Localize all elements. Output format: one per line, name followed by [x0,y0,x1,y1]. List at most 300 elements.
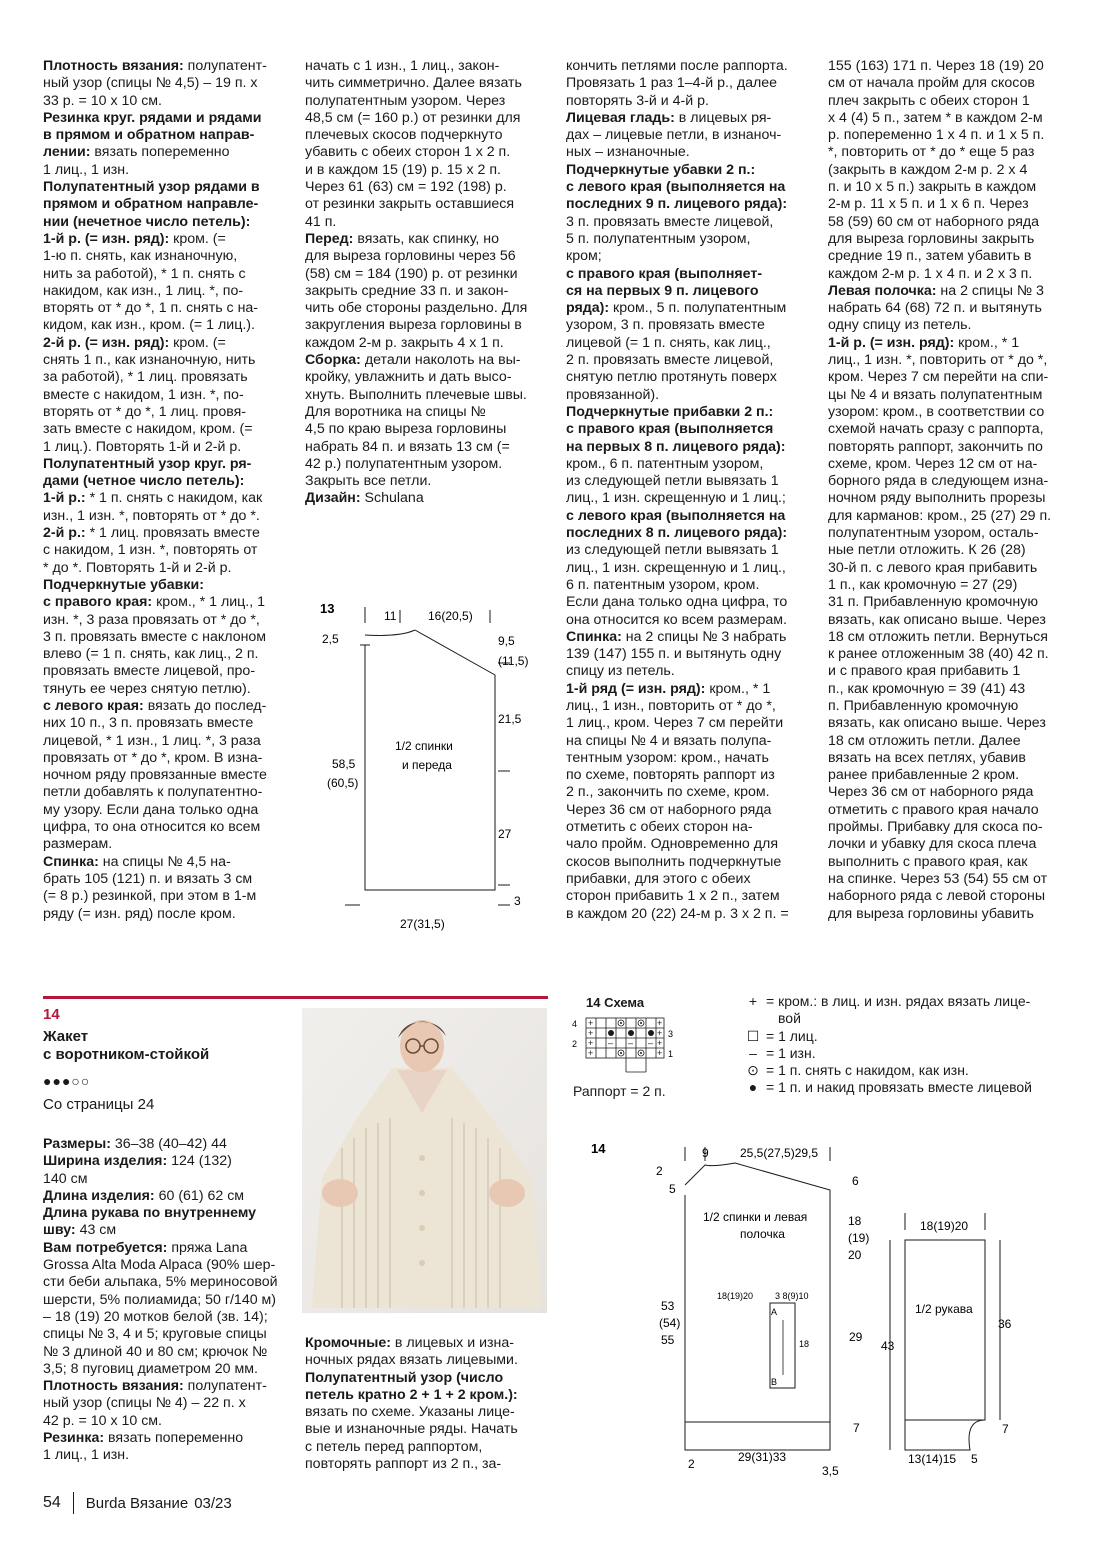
text-line [828,404,1051,421]
body-text: выполнить с правого края, как [828,853,1028,870]
body-text: Если дана только одна цифра, то [566,594,788,611]
body-text: закрыть средние 33 п. и закон- [305,282,509,299]
text-line [305,1387,518,1404]
legend-item [740,993,1032,1028]
text-line [43,300,267,317]
text-line [828,836,1051,853]
difficulty-dot-filled: ● [43,1073,53,1089]
body-text: 1 лиц., кром. Через 7 см перейти [566,715,784,732]
difficulty-dot-filled: ● [61,1073,72,1089]
text-line [43,283,267,300]
legend-text-cont: вой [778,1010,801,1027]
legend-item [740,1079,1032,1096]
from-page: Со страницы 24 [43,1096,155,1113]
body-text: на 2 спицы № 3 [936,282,1044,299]
schema-title: 14 Схема [586,995,645,1010]
text-line [43,1222,278,1239]
body-text: для выреза горловины закрыть [828,230,1035,247]
text-line [566,715,789,732]
text-line [828,542,1051,559]
bold-text: Полупатентный узор круг. ря- [43,455,252,472]
bold-text: с правого края (выполняет- [566,265,763,282]
body-text: провязанной). [566,386,660,403]
pattern-diagram-13 [300,595,540,945]
diagram14-pocket-18: 18 [799,1339,810,1349]
text-line [828,214,1051,231]
text-line [43,750,267,767]
text-line [305,421,527,438]
body-text: 33 р. = 10 х 10 см. [43,92,162,109]
text-line [43,110,267,127]
bold-text: 1-й р.: [43,490,86,507]
body-text: для выреза горловины через 56 [305,248,516,265]
diagram14-A: A [771,1307,778,1317]
sleeve-7: 7 [1002,1422,1009,1436]
bold-text: ряда): [566,300,610,317]
difficulty-rating [43,1073,90,1089]
text-line [566,335,789,352]
text-line [43,317,267,334]
body-text: 42 р. = 10 х 10 см. [43,1412,162,1429]
text-line [43,1395,278,1412]
text-line [43,698,267,715]
body-text: 41 п. [305,213,337,230]
body-text: на 2 спицы № 3 набрать [621,628,787,645]
svg-text:–: – [648,1038,654,1048]
body-text: наборного ряда с левой стороны [828,888,1046,905]
body-text: ночном ряду выполнить прорезы [828,490,1046,507]
text-line [305,231,527,248]
body-text: лиц., 1 изн. скрещенную и 1 лиц.; [566,490,786,507]
text-line [305,93,527,110]
body-text: 36–38 (40–42) 44 [110,1136,227,1152]
text-line [566,646,789,663]
text-line [566,560,789,577]
diagram13-right-a: 9,5 [498,634,515,648]
bold-text: Длина изделия: [43,1187,155,1204]
body-text: тянуть ее через снятую петлю). [43,680,251,697]
text-line [43,1361,278,1378]
body-text: 6 п. патентным узором, кром. [566,576,760,593]
column-4 [828,58,1051,923]
text-line [566,93,789,110]
text-line [828,560,1051,577]
body-text: кром., 6 п. патентным узором, [566,455,764,472]
text-line [305,196,527,213]
text-line [828,369,1051,386]
legend-text-main: = кром.: в лиц. и изн. рядах вязать лице- [766,993,1031,1009]
bold-text: с левого края: [43,697,144,714]
body-text: * до *. Повторять 1-й и 2-й р. [43,559,232,576]
body-text: повторять раппорт из 2 п., за- [305,1456,502,1473]
text-line [566,508,789,525]
text-line [43,335,267,352]
text-line [43,93,267,110]
diagram13-number: 13 [320,601,335,616]
diagram14-r29: 29 [849,1330,863,1344]
section-title-line1: Жакет [43,1028,89,1045]
body-text: повторять раппорт, закончить по [828,438,1043,455]
text-line [828,248,1051,265]
body-text: ных – изнаночные. [566,144,690,161]
text-line [828,283,1051,300]
text-line [305,439,527,456]
body-text: набрать 64 (68) 72 п. и вытянуть [828,300,1042,317]
text-line [828,646,1051,663]
text-line [43,681,267,698]
body-text: р. попеременно 1 х 4 п. и 1 х 5 п. [828,127,1045,144]
text-line [828,490,1051,507]
body-text: для карманов: кром., 25 (27) 29 п. [828,507,1052,524]
text-line [305,387,527,404]
schema-rapport: Раппорт = 2 п. [573,1083,666,1099]
legend-text [766,1062,969,1079]
text-line [828,387,1051,404]
body-text: 58 (59) 60 см от наборного ряда [828,213,1040,230]
body-text: 18 см отложить петли. Вернуться [828,628,1048,645]
text-line [566,542,789,559]
body-text: детали наколоть на вы- [360,352,521,369]
text-line [566,663,789,680]
section-number: 14 [43,1006,60,1023]
text-line [566,819,789,836]
body-text: вязать попеременно [104,1430,244,1447]
text-line [43,1430,278,1447]
body-text: за работой), * 1 лиц. провязать [43,369,248,386]
body-text: отметить с обеих сторон на- [566,819,753,836]
text-line [43,490,267,507]
diagram13-center-2: и переда [402,758,452,772]
body-text: лицевой, * 1 изн., 1 лиц. *, 3 раза [43,732,261,749]
text-line [828,871,1051,888]
text-line [828,300,1051,317]
text-line [828,663,1051,680]
bold-text: последних 8 п. лицевого ряда): [566,525,788,542]
sleeve-bottom: 13(14)15 [908,1452,957,1466]
bold-text: Полупатентный узор (число [305,1369,504,1386]
text-line [828,317,1051,334]
body-text: снять 1 п., как изнаночную, нить [43,352,256,369]
bold-text: Резинка: [43,1430,105,1447]
body-text: начать с 1 изн., 1 лиц., закон- [305,58,500,74]
bold-text: Кромочные: [305,1335,391,1351]
svg-text:+: + [657,1048,663,1058]
text-line [43,802,267,819]
diagram14-l2: 2 [656,1164,663,1178]
text-line [566,854,789,871]
body-text: вместе с накидом, 1 изн. *, по- [43,386,244,403]
sleeve-43: 43 [881,1339,895,1353]
body-text: она относится ко всем размерам. [566,611,787,628]
bold-text: Лицевая гладь: [566,109,675,126]
svg-text:–: – [628,1038,634,1048]
body-text: кидом, как изн., кром. (= 1 лиц.). [43,317,255,334]
bold-text: Ширина изделия: [43,1153,168,1170]
text-line [305,404,527,421]
svg-text:+: + [588,1018,594,1028]
text-line [566,871,789,888]
legend-symbol: ⊙ [747,1062,759,1079]
diagram14-r18a: 18 [848,1214,862,1228]
text-line [566,404,789,421]
text-line [828,525,1051,542]
body-text: полупатент- [183,1378,267,1395]
body-text: кройку, увлажнить и дать высо- [305,369,512,386]
bold-text: Подчеркнутые прибавки 2 п.: [566,403,774,420]
text-line [43,1326,278,1343]
body-text: кром. (= [169,334,226,351]
bold-text: лении: [43,144,91,161]
text-line [305,144,527,161]
body-text: п. и 10 х 5 п.) закрыть в каждом [828,179,1037,196]
text-line [43,196,267,213]
text-line [43,629,267,646]
text-line [305,1404,518,1421]
text-line [828,162,1051,179]
diagram14-l5: 5 [669,1182,676,1196]
text-line [828,144,1051,161]
body-text: вязать на всех петлях, убавив [828,749,1026,766]
text-line [43,439,267,456]
text-line [828,456,1051,473]
body-text: накидом, как изн., 1 лиц. *, по- [43,282,244,299]
body-text: чало пройм. Одновременно для [566,836,779,853]
bold-text: последних 9 п. лицевого ряда): [566,196,788,213]
svg-text:+: + [657,1018,663,1028]
body-text: полупатент- [183,58,267,74]
text-line [305,283,527,300]
body-text: му узору. Если дана только одна [43,801,259,818]
body-text: 155 (163) 171 п. Через 18 (19) 20 [828,58,1044,74]
text-line [828,196,1051,213]
body-text: – 18 (19) 20 мотков белой (зв. 14); [43,1308,268,1325]
text-line [566,629,789,646]
diagram13-right-a2: (11,5) [498,654,529,668]
body-text: убавить с обеих сторон 1 х 2 п. [305,144,511,161]
body-text: 4,5 по краю выреза горловины [305,421,507,438]
body-text: дах – лицевые петли, в изнаноч- [566,127,782,144]
body-text: цифра, то она относится ко всем [43,819,261,836]
body-text: размерам. [43,836,113,853]
body-text: от резинки закрыть оставшиеся [305,196,515,213]
diagram13-top-right: 16(20,5) [428,609,473,623]
text-line [43,456,267,473]
legend-text [766,1079,1032,1096]
bold-text: Дизайн: [305,490,361,507]
body-text: (= 8 р.) резинкой, при этом в 1-м [43,888,257,905]
text-line [43,1447,278,1464]
text-line [43,733,267,750]
text-line [305,335,527,352]
body-text: спицу из петель. [566,663,675,680]
legend-text-main: = 1 п. снять с накидом, как изн. [766,1062,969,1079]
body-text: вязать попеременно [90,144,230,161]
body-text: х 4 (4) 5 п., затем * в каждом 2-м [828,109,1043,126]
text-line [43,1136,278,1153]
body-text: провязать вместе лицевой, про- [43,663,256,680]
body-text: 3 п. провязать вместе лицевой, [566,213,774,230]
body-text: 3,5; 8 пуговиц диаметром 20 мм. [43,1360,258,1377]
body-text: зать вместе с накидом, кром. (= [43,421,253,438]
bold-text: с левого края (выполняется на [566,179,786,196]
body-text: кром. (= [169,230,226,247]
text-line [43,387,267,404]
column-5 [43,1136,278,1465]
body-text: кром. Через 7 см перейти на спи- [828,369,1049,386]
section-title-line2: с воротником-стойкой [43,1046,210,1063]
text-line [43,369,267,386]
body-text: по схеме, повторять раппорт из [566,767,775,784]
footer-divider [73,1492,74,1514]
text-line [43,1205,278,1222]
body-text: кончить петлями после раппорта. [566,58,788,74]
text-line [566,127,789,144]
text-line [828,767,1051,784]
diagram14-number: 14 [591,1141,606,1156]
text-line [566,110,789,127]
text-line [43,1309,278,1326]
diagram14-center1: 1/2 спинки и левая [703,1210,808,1224]
text-line [828,439,1051,456]
body-text: пряжа Lana [167,1239,248,1256]
body-text: в каждом 20 (22) 24-м р. 3 х 2 п. = [566,905,789,922]
body-text: спицы № 3, 4 и 5; круговые спицы [43,1326,267,1343]
body-text: петли добавлять к полупатентно- [43,784,263,801]
text-line [43,58,267,75]
body-text: ные петли отложить. К 26 (28) [828,542,1026,559]
body-text: вые и изнаночные ряды. Начать [305,1421,518,1438]
legend-item [740,1045,1032,1062]
text-line [305,369,527,386]
legend-symbol: + [748,993,758,1009]
bold-text: прямом и обратном направле- [43,196,259,213]
body-text: снятую петлю протянуть поверх [566,369,777,386]
diagram14-center2: полочка [740,1227,785,1241]
body-text: лиц., 1 изн., повторить от * до *, [566,697,776,714]
body-text: сторон прибавить 1 х 2 п., затем [566,888,780,905]
magazine-name: Burda Вязание [85,1494,189,1512]
text-line [566,300,789,317]
body-text: с петель перед раппортом, [305,1438,483,1455]
body-text: узором, 3 п. провязать вместе [566,317,765,334]
sleeve-top: 18(19)20 [920,1219,969,1233]
text-line [43,854,267,871]
text-line [566,906,789,923]
text-line [43,248,267,265]
schema-row-3: 3 [668,1029,674,1039]
schema-row-4: 4 [572,1019,578,1029]
text-line [828,802,1051,819]
diagram14-bottom: 29(31)33 [738,1450,787,1464]
body-text: в лицевых и изна- [390,1335,514,1351]
text-line [305,162,527,179]
bold-text: дами (четное число петель): [43,473,245,490]
text-line [566,421,789,438]
body-text: и в каждом 15 (19) р. 15 х 2 п. [305,161,501,178]
bold-text: ся на первых 9 п. лицевого [566,282,759,299]
body-text: на спицы № 4,5 на- [98,853,231,870]
text-line [43,819,267,836]
legend-symbol: ☐ [746,1027,760,1044]
body-text: схемой начать сразу с раппорта, [828,421,1044,438]
column-1 [43,58,267,923]
text-line [828,473,1051,490]
text-line [566,490,789,507]
text-line [828,750,1051,767]
text-line [828,698,1051,715]
diagram14-r7: 7 [853,1421,860,1435]
body-text: тентным узором: кром., начать [566,749,769,766]
text-line [566,439,789,456]
text-line [828,508,1051,525]
text-line [305,266,527,283]
text-line [43,1188,278,1205]
text-line [305,300,527,317]
text-line [566,387,789,404]
text-line [828,733,1051,750]
pattern-diagram-14 [585,1135,1085,1480]
text-line [566,75,789,92]
text-line [43,525,267,542]
text-line [828,231,1051,248]
text-line [43,231,267,248]
svg-text:+: + [588,1038,594,1048]
bold-text: Резинка круг. рядами и рядами [43,109,262,126]
diagram14-r18c: 20 [848,1248,862,1262]
text-line [305,1335,518,1352]
page-number: 54 [43,1494,61,1511]
text-line [43,1413,278,1430]
diagram14-l54: (54) [659,1316,681,1330]
text-line [566,58,789,75]
text-line [828,110,1051,127]
legend-symbol: ● [748,1079,758,1096]
text-line [828,577,1051,594]
difficulty-dot-filled: ● [52,1073,62,1089]
body-text: к ранее отложенным 38 (40) 42 п. [828,646,1049,663]
legend-text [766,1045,816,1062]
text-line [43,75,267,92]
legend-text [766,1028,818,1045]
text-line [43,612,267,629]
diagram14-top1: 9 [702,1146,709,1160]
body-text: 1-ю п. снять, как изнаночную, [43,248,238,265]
text-line [43,836,267,853]
body-text: вязать, как спинку, но [353,230,499,247]
text-line [305,352,527,369]
body-text: чить обе стороны раздельно. Для [305,300,528,317]
body-text: лочки и убавку для скоса плеча [828,836,1037,853]
body-text: вязать по схеме. Указаны лице- [305,1404,515,1421]
body-text: 48,5 см (= 160 р.) от резинки для [305,109,521,126]
bold-text: в прямом и обратном направ- [43,127,255,144]
body-text: каждом 2-м р. закрыть 4 х 1 п. [305,334,504,351]
text-line [828,75,1051,92]
text-line [828,906,1051,923]
model-photo [302,1008,547,1313]
diagram13-left-top: 2,5 [322,632,339,646]
body-text: Провязать 1 раз 1–4-й р., далее [566,75,778,92]
body-text: на спицы № 4 и вязать полупа- [566,732,772,749]
body-text: 42 р.) полупатентным узором. [305,455,503,472]
body-text: ранее прибавленные 2 кром. [828,767,1020,784]
bold-text: с левого края (выполняется на [566,507,786,524]
text-line [828,335,1051,352]
text-line [566,750,789,767]
bold-text: с правого края: [43,594,153,611]
bold-text: Вам потребуется: [43,1239,168,1256]
text-line [828,93,1051,110]
